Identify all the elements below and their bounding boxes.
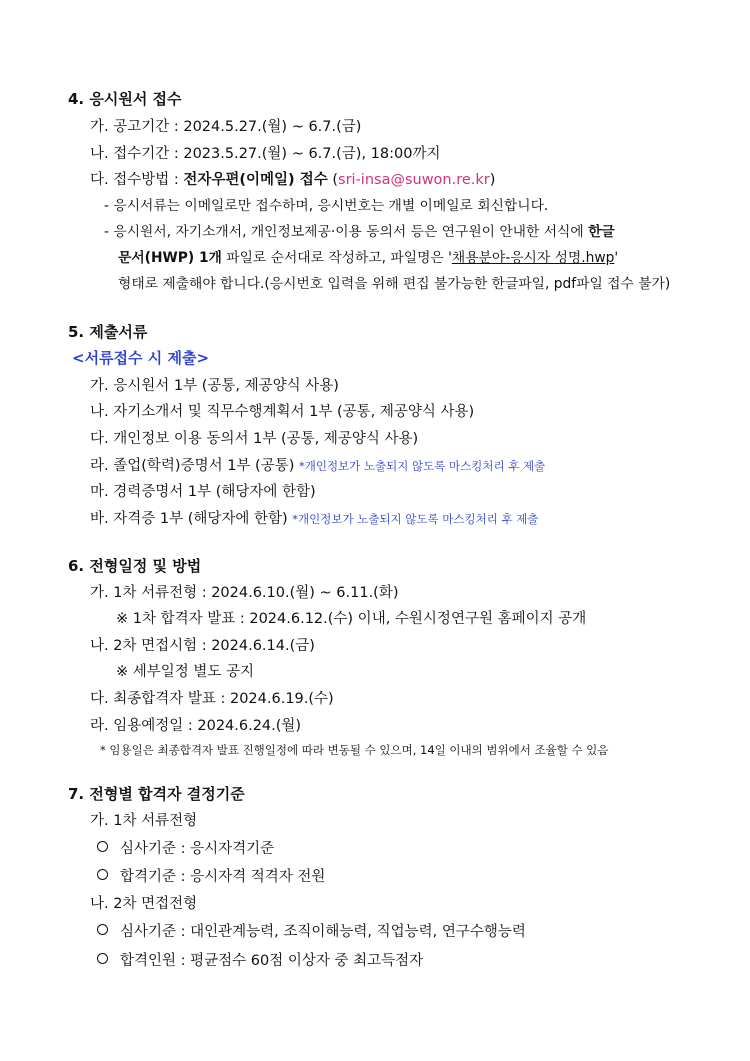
s7-item-a2 [97, 867, 325, 887]
s7-item-a1 [97, 839, 274, 859]
s5-item-note: *개인정보가 노출되지 않도록 마스킹처리 후 제출 [298, 459, 546, 473]
circle-bullet-icon [97, 924, 108, 935]
s5-item [90, 376, 339, 396]
circle-bullet-icon [97, 869, 108, 880]
s5-item [90, 402, 474, 422]
s5-item [90, 456, 545, 476]
s7-item-b1 [97, 922, 526, 942]
s4-d2-d: 파일로 순서대로 작성하고, 파일명은 ' [221, 250, 452, 266]
s5-subtitle: <서류접수 시 제출> [72, 349, 210, 367]
s6-item-b: 나. 2차 면접시험 : 2024.6.14.(금) [90, 638, 315, 654]
s5-item-text: 다. 개인정보 이용 동의서 1부 (공통, 제공양식 사용) [90, 431, 419, 447]
s4-c-open: ( [327, 172, 339, 188]
s7-a2-text: 합격기준 : 응시자격 적격자 전원 [120, 869, 326, 885]
s4-detail-2-line1 [104, 222, 615, 242]
s5-item [90, 482, 316, 502]
s4-d2-f: ' [614, 250, 619, 266]
s7-item-a: 가. 1차 서류전형 [90, 813, 198, 829]
s4-c-close: ) [489, 172, 496, 188]
email-link[interactable]: sri-insa@suwon.re.kr [338, 172, 490, 188]
s4-d2-e: 채용분야-응시자 성명.hwp [451, 250, 615, 266]
s5-item-text: 가. 응시원서 1부 (공통, 제공양식 사용) [90, 378, 339, 394]
s7-b1-text: 심사기준 : 대인관계능력, 조직이해능력, 직업능력, 연구수행능력 [120, 924, 526, 940]
s5-item-text: 나. 자기소개서 및 직무수행계획서 1부 (공통, 제공양식 사용) [90, 404, 475, 420]
s4-item-b: 나. 접수기간 : 2023.5.27.(월) ~ 6.7.(금), 18:00까지 [90, 146, 441, 162]
s4-item-c [90, 170, 495, 190]
s4-detail-2-line3: 형태로 제출해야 합니다.(응시번호 입력을 위해 편집 불가능한 한글파일, pdf파일 접수 불가) [118, 276, 671, 292]
circle-bullet-icon [97, 841, 108, 852]
s4-c-prefix: 다. 접수방법 : [90, 172, 184, 188]
s6-item-d: 라. 임용예정일 : 2024.6.24.(월) [90, 718, 302, 734]
s6-item-a: 가. 1차 서류전형 : 2024.6.10.(월) ~ 6.11.(화) [90, 585, 399, 601]
section-6-title: 6. 전형일정 및 방법 [68, 557, 202, 575]
s6-item-c: 다. 최종합격자 발표 : 2024.6.19.(수) [90, 691, 334, 707]
s5-item-note: *개인정보가 노출되지 않도록 마스킹처리 후 제출 [292, 512, 539, 526]
section-4-title: 4. 응시원서 접수 [68, 90, 182, 108]
s5-item-text: 마. 경력증명서 1부 (해당자에 한함) [90, 484, 316, 500]
s5-item-text: 바. 자격증 1부 (해당자에 한함) [90, 511, 293, 527]
s5-item [90, 429, 418, 449]
s4-item-a: 가. 공고기간 : 2024.5.27.(월) ~ 6.7.(금) [90, 119, 362, 135]
s4-detail-2-line2 [118, 248, 618, 268]
s4-detail-1: - 응시서류는 이메일로만 접수하며, 응시번호는 개별 이메일로 회신합니다. [104, 198, 549, 214]
s7-b2-text: 합격인원 : 평균점수 60점 이상자 중 최고득점자 [120, 953, 424, 969]
s4-d2-b: 한글 [588, 224, 615, 240]
s4-d2-a: - 응시원서, 자기소개서, 개인정보제공·이용 동의서 등은 연구원이 안내한 서식에 [104, 224, 589, 240]
s4-d2-c: 문서(HWP) 1개 [118, 250, 222, 266]
section-5-title: 5. 제출서류 [68, 323, 148, 341]
s4-c-method: 전자우편(이메일) 접수 [183, 172, 328, 188]
s5-item [90, 509, 539, 529]
circle-bullet-icon [97, 953, 108, 964]
section-7-title: 7. 전형별 합격자 결정기준 [68, 785, 245, 803]
s6-item-b-note: ※ 세부일정 별도 공지 [116, 664, 255, 680]
s6-item-a-note: ※ 1차 합격자 발표 : 2024.6.12.(수) 이내, 수원시정연구원 홈페이지 공개 [116, 611, 587, 627]
s5-item-text: 라. 졸업(학력)증명서 1부 (공통) [90, 458, 299, 474]
s6-item-d-note: * 임용일은 최종합격자 발표 진행일정에 따라 변동될 수 있으며, 14일 이내의 범위에서 조율할 수 있음 [100, 743, 609, 757]
s7-item-b2 [97, 951, 423, 971]
s7-item-b: 나. 2차 면접전형 [90, 896, 198, 912]
s7-a1-text: 심사기준 : 응시자격기준 [120, 841, 275, 857]
